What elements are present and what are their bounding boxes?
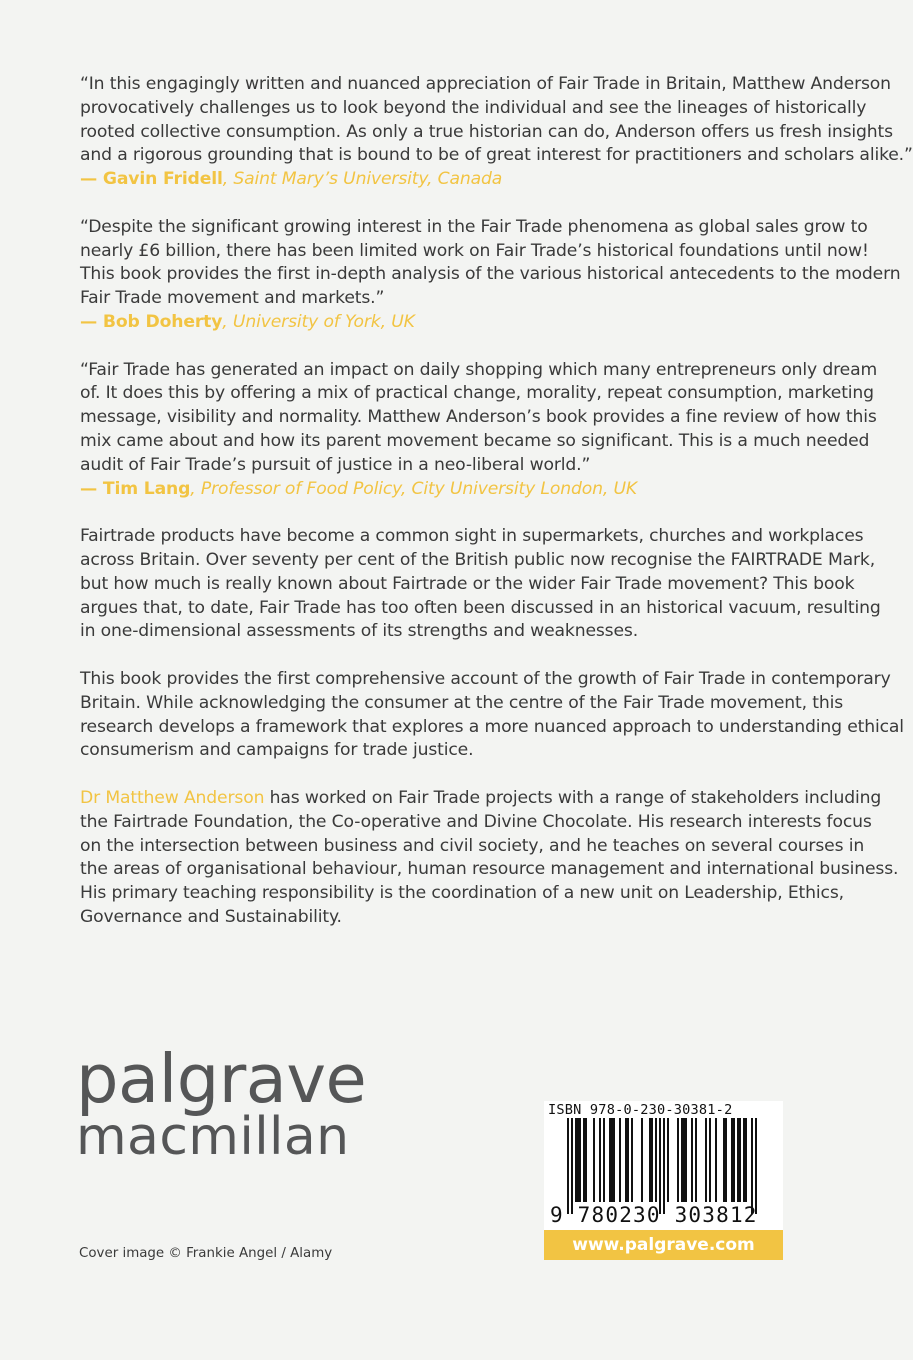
barcode-bar <box>733 1118 735 1202</box>
paragraph-line: the areas of organisational behaviour, human resource management and international business. <box>80 859 899 880</box>
attribution-affiliation: , University of York, UK <box>222 311 415 332</box>
barcode-bar <box>579 1118 581 1202</box>
attribution-dash: — <box>80 478 103 499</box>
author-name: Dr Matthew Anderson <box>80 787 265 808</box>
barcode-bar <box>649 1118 651 1202</box>
barcode-bar <box>575 1118 577 1202</box>
website-url[interactable]: www.palgrave.com <box>544 1230 783 1260</box>
quote-line: mix came about and how its parent movement became so significant. This is a much needed <box>80 430 870 451</box>
cover-image-credit: Cover image © Frankie Angel / Alamy <box>79 1246 333 1261</box>
barcode-bar <box>695 1118 697 1202</box>
paragraph-line: Britain. While acknowledging the consumer at the centre of the Fair Trade movement, this <box>80 692 844 713</box>
barcode-bar <box>681 1118 683 1202</box>
barcode-bar <box>691 1118 693 1202</box>
back-cover-text <box>80 73 913 953</box>
paragraph-line <box>80 787 882 811</box>
quote-line: of. It does this by offering a mix of practical change, morality, repeat consumption, marketing <box>80 383 874 404</box>
barcode-bar <box>567 1118 569 1214</box>
barcode-bar <box>739 1118 741 1202</box>
quote-line: audit of Fair Trade’s pursuit of justice in a neo-liberal world.” <box>80 454 591 475</box>
quote-line: provocatively challenges us to look beyond the individual and see the lineages of historically <box>80 97 867 118</box>
attribution-name: Gavin Fridell <box>102 169 223 190</box>
barcode-bar <box>651 1118 653 1202</box>
barcode-bar <box>663 1118 665 1214</box>
quote-2 <box>80 216 901 335</box>
paragraph-line: but how much is really known about Fairtrade or the wider Fair Trade movement? This book <box>80 573 855 594</box>
attribution-affiliation: , Saint Mary’s University, Canada <box>222 169 503 190</box>
barcode-bar <box>619 1118 621 1202</box>
description-paragraph-2 <box>80 668 904 763</box>
quote-line: Fair Trade movement and markets.” <box>80 288 385 309</box>
quote-attribution <box>80 311 840 335</box>
attribution-name: Bob Doherty <box>102 311 223 332</box>
author-bio-first-line: has worked on Fair Trade projects with a range of stakeholders including <box>264 787 882 808</box>
barcode-bar <box>599 1118 601 1202</box>
barcode-bar <box>659 1118 661 1214</box>
paragraph-line: on the intersection between business and civil society, and he teaches on several courses in <box>80 835 865 856</box>
paragraph-line: the Fairtrade Foundation, the Co-operative and Divine Chocolate. His research interests focus <box>80 811 872 832</box>
paragraph-line: This book provides the first comprehensive account of the growth of Fair Trade in contemporary <box>80 668 891 689</box>
description-paragraph-1 <box>80 525 881 644</box>
barcode-bar <box>627 1118 629 1202</box>
publisher-logo-line-2: macmillan <box>76 1107 350 1167</box>
publisher-logo <box>76 1040 367 1167</box>
paragraph-line: research develops a framework that explores a more nuanced approach to understanding ethical <box>80 716 904 737</box>
quote-attribution <box>80 168 840 192</box>
author-bio <box>80 787 899 930</box>
paragraph-line: argues that, to date, Fair Trade has too often been discussed in an historical vacuum, resulting <box>80 597 881 618</box>
isbn-label: ISBN 978-0-230-30381-2 <box>548 1102 733 1118</box>
quote-line: “Despite the significant growing interest in the Fair Trade phenomena as global sales grow to <box>80 216 868 237</box>
barcode-bar <box>631 1118 633 1202</box>
publisher-logo-line-1: palgrave <box>76 1040 367 1118</box>
barcode-bar <box>655 1118 657 1202</box>
paragraph-line: consumerism and campaigns for trade justice. <box>80 740 474 761</box>
barcode-bar <box>731 1118 733 1202</box>
quote-line: This book provides the first in-depth analysis of the various historical antecedents to the modern <box>80 264 901 285</box>
paragraph-line: across Britain. Over seventy per cent of the British public now recognise the FAIRTRADE Mark, <box>80 549 876 570</box>
quote-line: “In this engagingly written and nuanced appreciation of Fair Trade in Britain, Matthew Anderson <box>80 74 891 94</box>
barcode-bar <box>571 1118 573 1214</box>
barcode-bar <box>751 1118 753 1214</box>
attribution-name: Tim Lang <box>102 478 191 499</box>
attribution-affiliation: , Professor of Food Policy, City University London, UK <box>190 478 637 499</box>
quote-3 <box>80 359 878 502</box>
barcode-bar <box>603 1118 605 1202</box>
barcode-bar <box>667 1118 669 1202</box>
barcode-bar <box>613 1118 615 1202</box>
attribution-dash: — <box>80 311 103 332</box>
quote-line: nearly £6 billion, there has been limited work on Fair Trade’s historical foundations until now! <box>80 240 869 261</box>
barcode-bar <box>625 1118 627 1202</box>
paragraph-line: in one-dimensional assessments of its strengths and weaknesses. <box>80 621 639 642</box>
barcode-bar <box>737 1118 739 1202</box>
barcode-bar <box>683 1118 685 1202</box>
barcode-bar <box>577 1118 579 1202</box>
barcode-bar <box>755 1118 757 1214</box>
barcode-digits: 9 780230 303812 <box>550 1203 758 1227</box>
barcode-bar <box>725 1118 727 1202</box>
barcode-bar <box>609 1118 611 1202</box>
barcode-bar <box>685 1118 687 1202</box>
quote-1 <box>80 73 913 192</box>
quote-line: and a rigorous grounding that is bound to be of great interest for practitioners and scholars alike.” <box>80 145 913 166</box>
isbn-barcode <box>544 1101 783 1231</box>
barcode-bar <box>593 1118 595 1202</box>
barcode-bar <box>641 1118 643 1202</box>
barcode-bar <box>705 1118 707 1202</box>
attribution-dash: — <box>80 169 103 190</box>
barcode-bar <box>611 1118 613 1202</box>
paragraph-line: Governance and Sustainability. <box>80 906 342 927</box>
barcode-bar <box>743 1118 745 1202</box>
paragraph-line: Fairtrade products have become a common sight in supermarkets, churches and workplaces <box>80 526 864 547</box>
barcode-bar <box>723 1118 725 1202</box>
quote-line: “Fair Trade has generated an impact on daily shopping which many entrepreneurs only dream <box>80 359 878 380</box>
barcode-bar <box>715 1118 717 1202</box>
barcode-bar <box>583 1118 585 1202</box>
quote-attribution <box>80 478 840 502</box>
barcode-bar <box>677 1118 679 1202</box>
paragraph-line: His primary teaching responsibility is the coordination of a new unit on Leadership, Ethics, <box>80 883 844 904</box>
quote-line: message, visibility and normality. Matthew Anderson’s book provides a fine review of how this <box>80 407 877 428</box>
barcode-bar <box>745 1118 747 1202</box>
quote-line: rooted collective consumption. As only a true historian can do, Anderson offers us fresh insights <box>80 121 893 142</box>
barcode-bar <box>709 1118 711 1202</box>
barcode-bar <box>585 1118 587 1202</box>
